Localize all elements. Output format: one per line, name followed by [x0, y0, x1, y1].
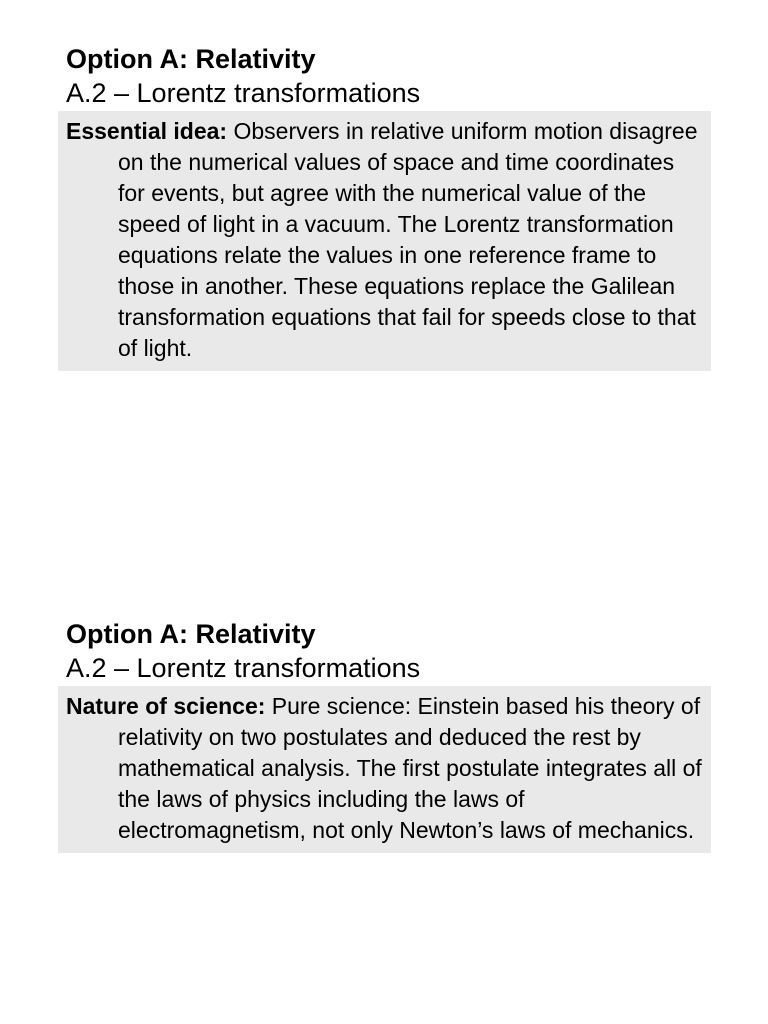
topic-subtitle: A.2 – Lorentz transformations [66, 653, 421, 683]
nature-of-science-label: Nature of science: [66, 693, 266, 719]
nature-of-science-text: Pure science: Einstein based his theory of relativity on two postulates and deduced the rest by mathematical analysis. The first postulate integrates all of the laws of physics including the laws of electromagnetism, not only Newton’s laws of mechanics. [118, 693, 702, 843]
nature-of-science-paragraph [66, 691, 707, 846]
topic-subtitle: A.2 – Lorentz transformations [66, 78, 421, 108]
essential-idea-paragraph [66, 116, 707, 364]
essential-idea-label: Essential idea: [66, 118, 228, 144]
slide-essential-idea [58, 42, 711, 371]
essential-idea-text: Observers in relative uniform motion disagree on the numerical values of space and time coordinates for events, but agree with the numerical value of the speed of light in a vacuum. The Lorentz transformation equations relate the values in one reference frame to those in another. These equations replace the Galilean transformation equations that fail for speeds close to that of light. [118, 118, 698, 361]
essential-idea-box [58, 111, 711, 371]
option-title: Option A: Relativity [66, 619, 316, 649]
nature-of-science-box [58, 686, 711, 853]
slide-nature-of-science [58, 617, 711, 853]
option-title: Option A: Relativity [66, 44, 316, 74]
